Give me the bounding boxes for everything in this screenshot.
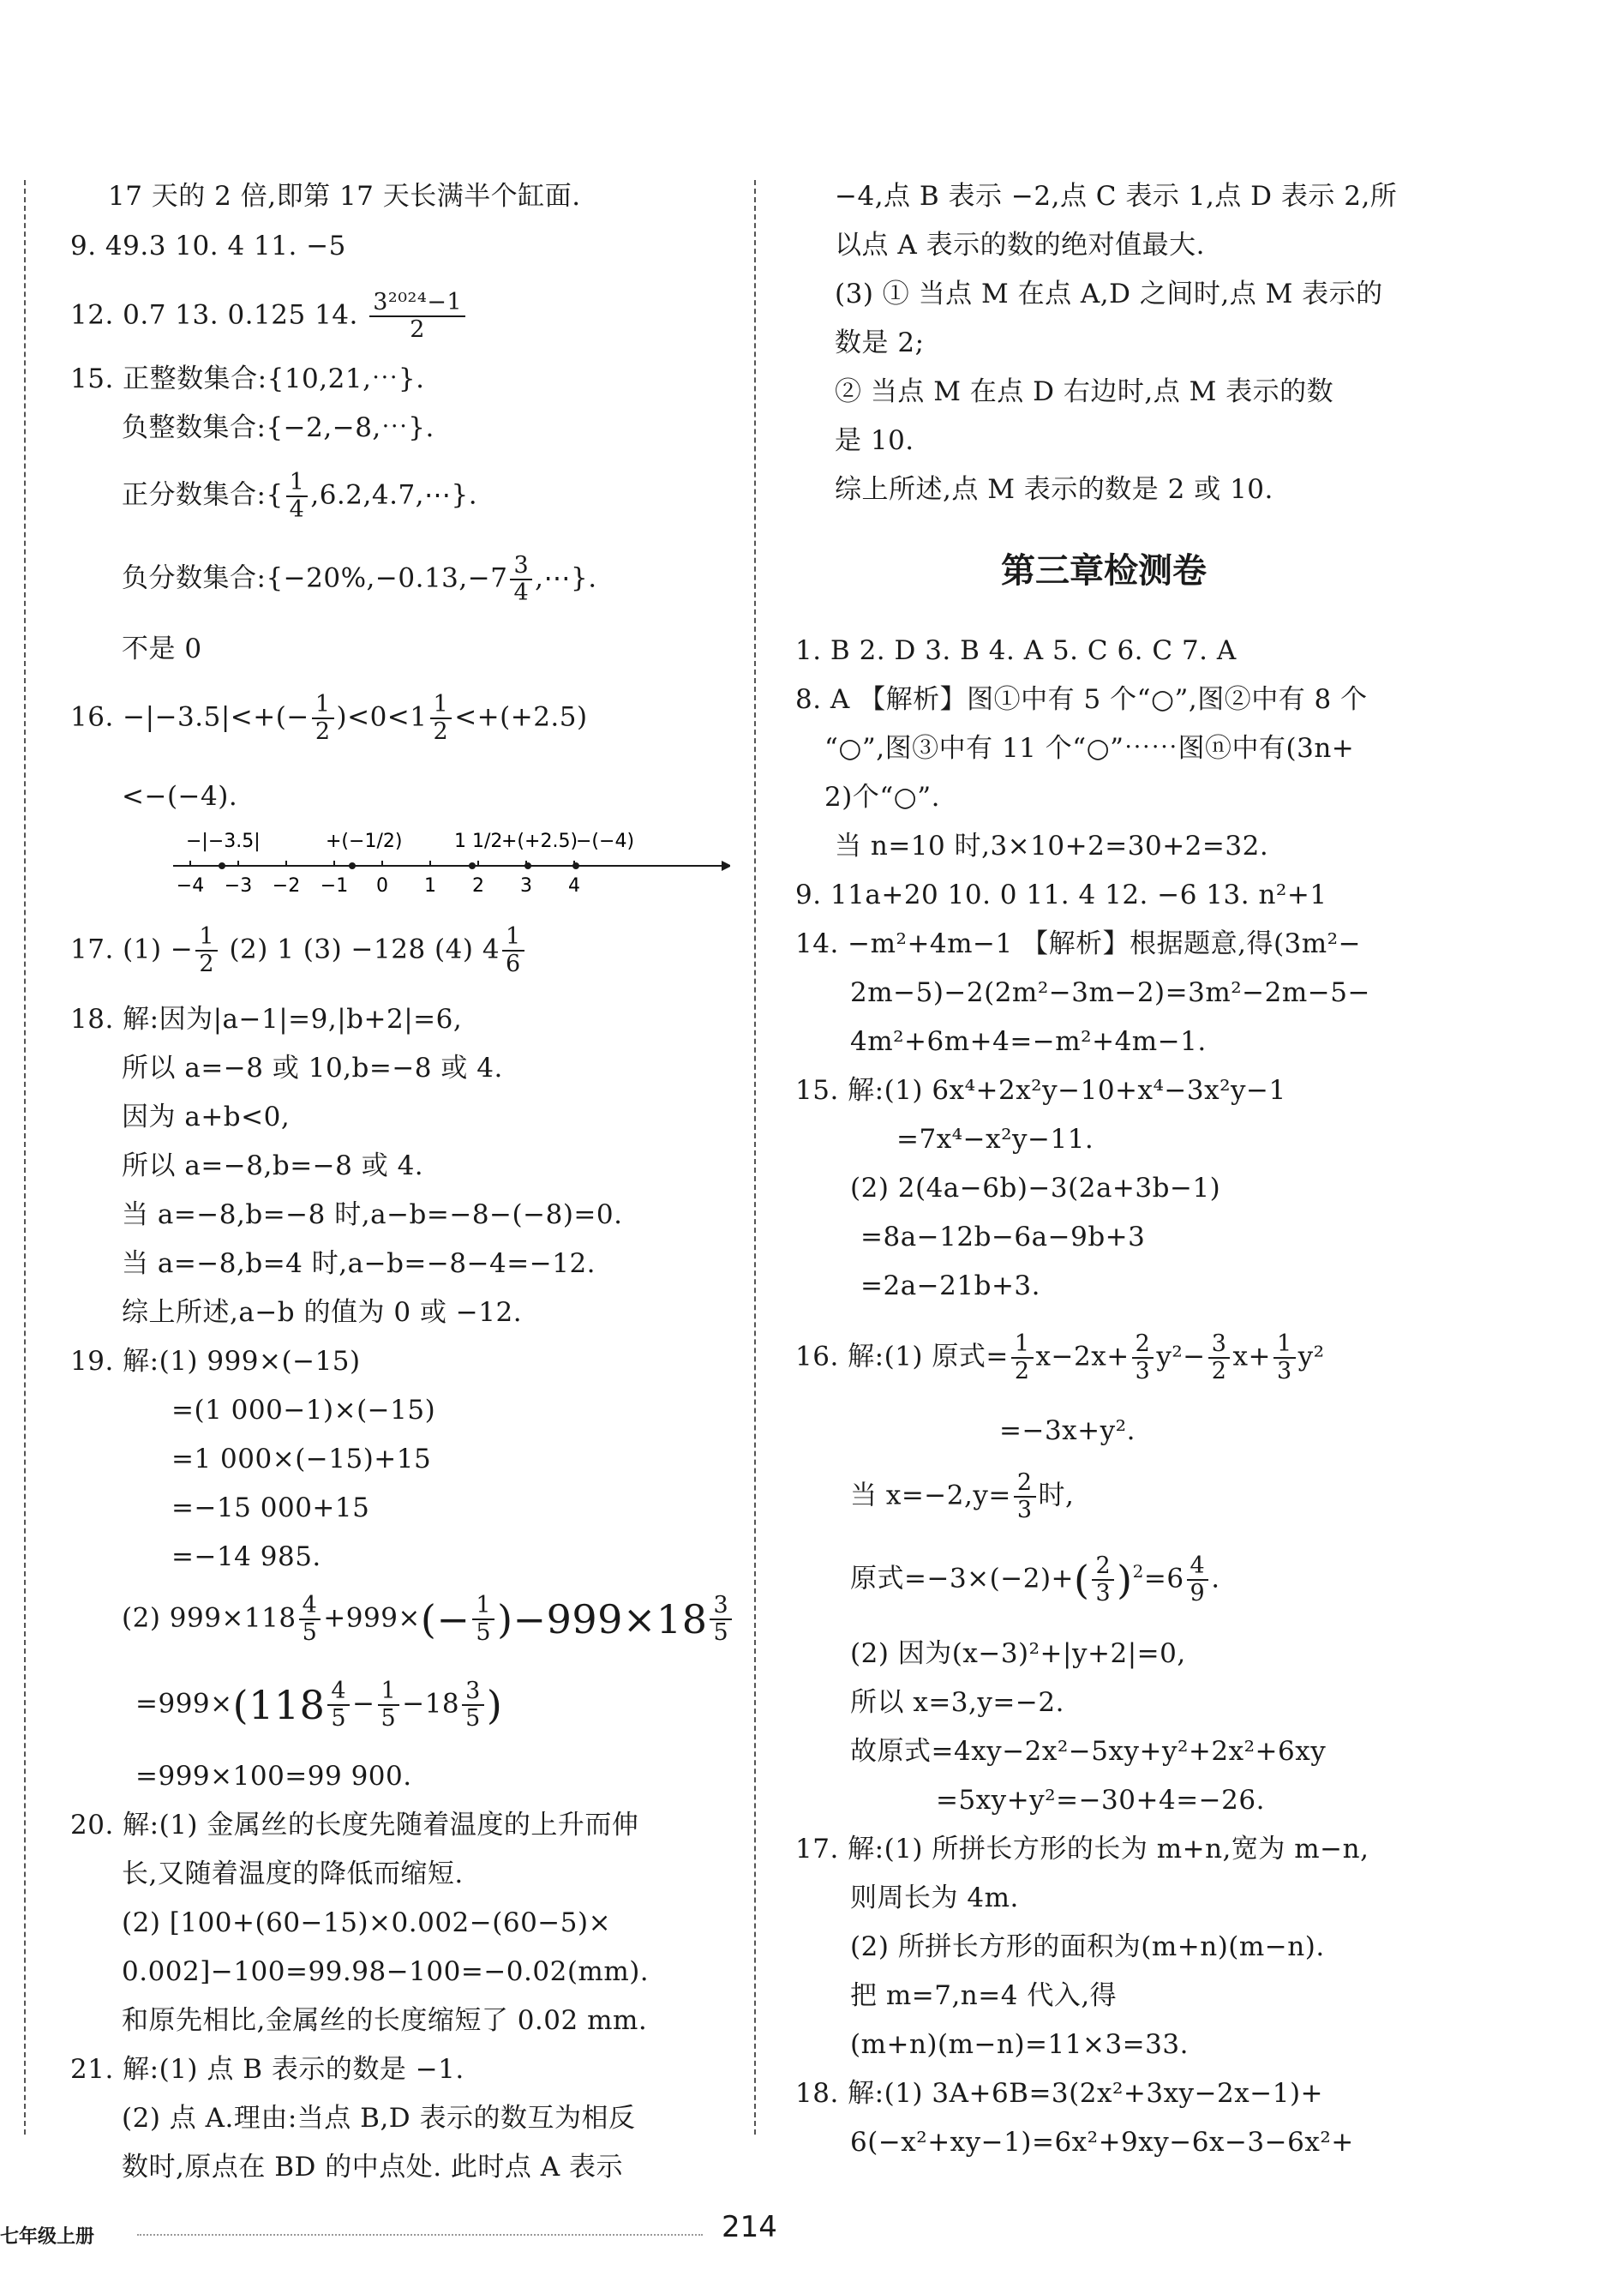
text: )−999×18 [497,1596,708,1642]
denominator: 3 [1276,1358,1292,1384]
label-neg-abs-3-5: −|−3.5| [186,831,261,852]
answer-line [850,1470,1074,1523]
answer-line: 综上所述,点 M 表示的数是 2 或 10. [835,474,1273,505]
answer-line: 因为 a+b<0, [122,1102,291,1132]
tick-label: 4 [568,875,580,897]
denominator: 2 [433,718,449,745]
answer-line: 18. 解:因为|a−1|=9,|b+2|=6, [70,1004,463,1035]
numerator: 3 [710,1593,732,1620]
answer-line: 15. 正整数集合:{10,21,⋯}. [70,363,425,394]
fraction [502,924,524,977]
answer-line: 2)个“○”. [824,782,940,813]
label-neg-half: +(−1/2) [326,831,403,852]
denominator: 2 [315,718,331,745]
fraction [1273,1331,1296,1384]
answer-line: =−15 000+15 [171,1492,370,1523]
fraction [378,1678,400,1732]
answer-line: =(1 000−1)×(−15) [171,1395,436,1426]
tick-label: 0 [376,875,388,897]
answer-line: 17 天的 2 倍,即第 17 天长满半个缸面. [108,181,581,212]
text: 正分数集合:{ [122,479,284,511]
text: . [1211,1563,1220,1594]
numerator: 1 [378,1678,400,1706]
denominator: 2 [1014,1358,1030,1384]
tick-label: 2 [472,875,484,897]
denominator: 5 [476,1619,492,1646]
fraction [286,470,309,523]
fraction [1011,1331,1034,1384]
fraction [1187,1553,1209,1606]
answer-line: 18. 解:(1) 3A+6B=3(2x²+3xy−2x−1)+ [795,2078,1324,2109]
denominator: 4 [289,496,305,523]
arrow-head-icon [722,861,730,871]
answer-line: “○”,图③中有 11 个“○”⋯⋯图ⓝ中有(3n+ [824,733,1355,764]
text: ,⋯}. [535,562,597,594]
answer-line: 6(−x²+xy−1)=6x²+9xy−6x−3−6x²+ [850,2127,1354,2158]
answer-line: 数是 2; [835,327,925,358]
big-paren: ) [1117,1557,1133,1603]
fraction [472,1593,494,1646]
numerator: 1 [312,692,334,719]
text: (2) 999×118 [122,1602,297,1634]
fraction [510,553,532,606]
big-paren: ( [1074,1557,1090,1603]
fraction [369,290,465,343]
answer-line: =7x⁴−x²y−11. [896,1124,1094,1155]
denominator: 5 [381,1705,397,1732]
tick-label: −1 [320,875,349,897]
numerator: 1 [286,470,309,497]
answer-line: (2) 所拼长方形的面积为(m+n)(m−n). [850,1931,1325,1962]
numerator: 1 [1273,1331,1296,1359]
answer-line: 所以 a=−8 或 10,b=−8 或 4. [122,1053,503,1084]
fraction [430,692,452,745]
answer-line: ② 当点 M 在点 D 右边时,点 M 表示的数 [835,376,1334,407]
text: 时, [1038,1480,1075,1511]
numerator: 3 [462,1678,484,1706]
answer-line: =8a−12b−6a−9b+3 [860,1222,1146,1252]
denominator: 3 [1016,1497,1033,1523]
denominator: 5 [713,1619,729,1646]
denominator: 5 [465,1705,481,1732]
tick-label: −2 [272,875,301,897]
answer-line: 数时,原点在 BD 的中点处. 此时点 A 表示 [122,2152,623,2183]
tick-label: −4 [176,875,205,897]
answer-line: 长,又随着温度的降低而缩短. [122,1859,464,1889]
answer-line [850,1553,1220,1606]
numerator: 4 [327,1678,350,1706]
answer-line: (m+n)(m−n)=11×3=33. [850,2029,1189,2060]
tick-label: 3 [520,875,532,897]
text: )<0<1 [336,701,428,733]
answer-line: 则周长为 4m. [850,1883,1019,1913]
answer-line: (3) ① 当点 M 在点 A,D 之间时,点 M 表示的 [835,279,1383,309]
answer-line [122,1593,734,1646]
numerator: 4 [299,1593,321,1620]
answer-line [135,1678,502,1732]
numerator: 3²⁰²⁴−1 [369,290,465,317]
numerator: 1 [502,924,524,952]
answer-line: −4,点 B 表示 −2,点 C 表示 1,点 D 表示 2,所 [835,181,1398,212]
denominator: 2 [199,951,215,977]
fraction [1092,1553,1114,1606]
answer-line [70,290,468,343]
answer-line: (2) 因为(x−3)²+|y+2|=0, [850,1638,1186,1669]
answer-line: 当 a=−8,b=4 时,a−b=−8−4=−12. [122,1248,596,1279]
answer-line: =−14 985. [171,1541,321,1572]
text: 16. −|−3.5|<+(− [70,701,309,733]
numerator: 1 [1011,1331,1034,1359]
answer-line: =999×100=99 900. [135,1761,412,1792]
point-neg-half [349,862,356,869]
center-column-rule [754,180,756,2135]
point-neg-abs-3-5 [219,862,225,869]
text: ,6.2,4.7,⋯}. [310,479,478,511]
answer-line: 19. 解:(1) 999×(−15) [70,1346,361,1377]
footer-grade-label: 七年级上册 [0,2226,95,2248]
numerator: 1 [195,924,218,952]
answer-line: 20. 解:(1) 金属丝的长度先随着温度的上升而伸 [70,1810,639,1841]
point-one-and-half [469,862,476,869]
answer-line: 所以 a=−8,b=−8 或 4. [122,1150,424,1181]
answer-line: (2) 点 A.理由:当点 B,D 表示的数互为相反 [122,2103,636,2134]
denominator: 9 [1190,1580,1206,1606]
answer-line: (2) 2(4a−6b)−3(2a+3b−1) [850,1173,1221,1204]
big-paren: (− [420,1596,470,1642]
text: y² [1297,1341,1325,1372]
answer-line: 17. 解:(1) 所拼长方形的长为 m+n,宽为 m−n, [795,1834,1369,1865]
answer-line: =2a−21b+3. [860,1270,1040,1301]
label-2-5: +(+2.5) [501,831,578,852]
numerator: 3 [1208,1331,1231,1359]
answer-line: 不是 0 [122,634,202,664]
answer-line: (2) [100+(60−15)×0.002−(60−5)× [122,1907,612,1938]
denominator: 3 [1135,1358,1151,1384]
fraction [195,924,218,977]
answer-line: =−3x+y². [999,1415,1136,1446]
answer-line: 把 m=7,n=4 代入,得 [850,1980,1118,2011]
denominator: 4 [513,580,530,606]
point-2-5 [524,862,531,869]
text: 17. (1) − [70,934,194,965]
answer-line: 15. 解:(1) 6x⁴+2x²y−10+x⁴−3x²y−1 [795,1075,1286,1106]
answer-line: <−(−4). [122,781,238,812]
denominator: 2 [410,316,425,343]
answer-line: 所以 x=3,y=−2. [850,1687,1064,1718]
fraction [1132,1331,1154,1384]
label-one-and-half: 1 1/2 [454,831,503,852]
numerator: 1 [472,1593,494,1620]
answer-line [70,692,588,745]
numerator: 4 [1187,1553,1209,1581]
tick-label: −3 [224,875,253,897]
text: (2) 1 (3) −128 (4) 4 [220,934,500,965]
text: x−2x+ [1035,1341,1130,1372]
number-line [173,825,730,910]
denominator: 6 [506,951,521,977]
fraction [1014,1470,1036,1523]
text: 12. 0.7 13. 0.125 14. [70,299,358,331]
answer-line: 0.002]−100=99.98−100=−0.02(mm). [122,1956,650,1987]
text: −18 [402,1688,460,1720]
answer-line: 1. B 2. D 3. B 4. A 5. C 6. C 7. A [795,635,1237,666]
exponent: 2 [1132,1561,1144,1582]
answer-line [122,553,597,606]
answer-line: 21. 解:(1) 点 B 表示的数是 −1. [70,2054,464,2085]
numerator: 3 [510,553,532,580]
answer-line: 负整数集合:{−2,−8,⋯}. [122,412,434,443]
text: 原式=−3×(−2)+ [850,1563,1075,1594]
fraction [327,1678,350,1732]
numerator: 2 [1092,1553,1114,1581]
denominator: 5 [302,1619,318,1646]
answer-line: 和原先相比,金属丝的长度缩短了 0.02 mm. [122,2005,648,2036]
answer-line [795,1331,1325,1384]
answer-line: 故原式=4xy−2x²−5xy+y²+2x²+6xy [850,1736,1327,1767]
answer-line: 综上所述,a−b 的值为 0 或 −12. [122,1297,523,1328]
answer-line: 以点 A 表示的数的绝对值最大. [835,230,1205,261]
denominator: 5 [331,1705,347,1732]
text: =999× [135,1688,233,1720]
answer-line: 14. −m²+4m−1 【解析】根据题意,得(3m²− [795,928,1362,959]
numerator: 2 [1014,1470,1036,1498]
text: x+ [1232,1341,1271,1372]
answer-line: 9. 49.3 10. 4 11. −5 [70,231,346,261]
page-number: 214 [722,2210,777,2244]
fraction [1208,1331,1231,1384]
denominator: 2 [1211,1358,1227,1384]
numerator: 2 [1132,1331,1154,1359]
text: 负分数集合:{−20%,−0.13,−7 [122,562,508,594]
text: <+(+2.5) [454,701,588,733]
text: 当 x=−2,y= [850,1480,1011,1511]
denominator: 3 [1095,1580,1112,1606]
big-paren: ) [486,1682,503,1728]
big-paren: (118 [232,1682,326,1728]
footer-dotted-rule [137,2234,703,2236]
section-heading: 第三章检测卷 [1001,551,1207,591]
tick-label: 1 [424,875,436,897]
point-4 [572,862,579,869]
text: − [352,1688,375,1720]
fraction [299,1593,321,1646]
answer-line: =1 000×(−15)+15 [171,1444,432,1474]
answer-line: 8. A 【解析】图①中有 5 个“○”,图②中有 8 个 [795,684,1368,715]
answer-line [70,924,527,977]
answer-line: =5xy+y²=−30+4=−26. [936,1785,1265,1816]
answer-line: 是 10. [835,425,914,456]
text: +999× [323,1602,421,1634]
fraction [710,1593,732,1646]
answer-line: 当 a=−8,b=−8 时,a−b=−8−(−8)=0. [122,1199,623,1230]
fraction [312,692,334,745]
text: y²− [1156,1341,1206,1372]
label-4: −(−4) [576,831,635,852]
answer-line [122,470,477,523]
numerator: 1 [430,692,452,719]
answer-line: 9. 11a+20 10. 0 11. 4 12. −6 13. n²+1 [795,880,1327,910]
left-margin-rule [24,180,26,2135]
answer-line: 当 n=10 时,3×10+2=30+2=32. [835,831,1269,862]
answer-line: 2m−5)−2(2m²−3m−2)=3m²−2m−5− [850,977,1370,1008]
text: 16. 解:(1) 原式= [795,1341,1009,1372]
text: =6 [1143,1563,1184,1594]
fraction [462,1678,484,1732]
answer-line: 4m²+6m+4=−m²+4m−1. [850,1026,1207,1057]
